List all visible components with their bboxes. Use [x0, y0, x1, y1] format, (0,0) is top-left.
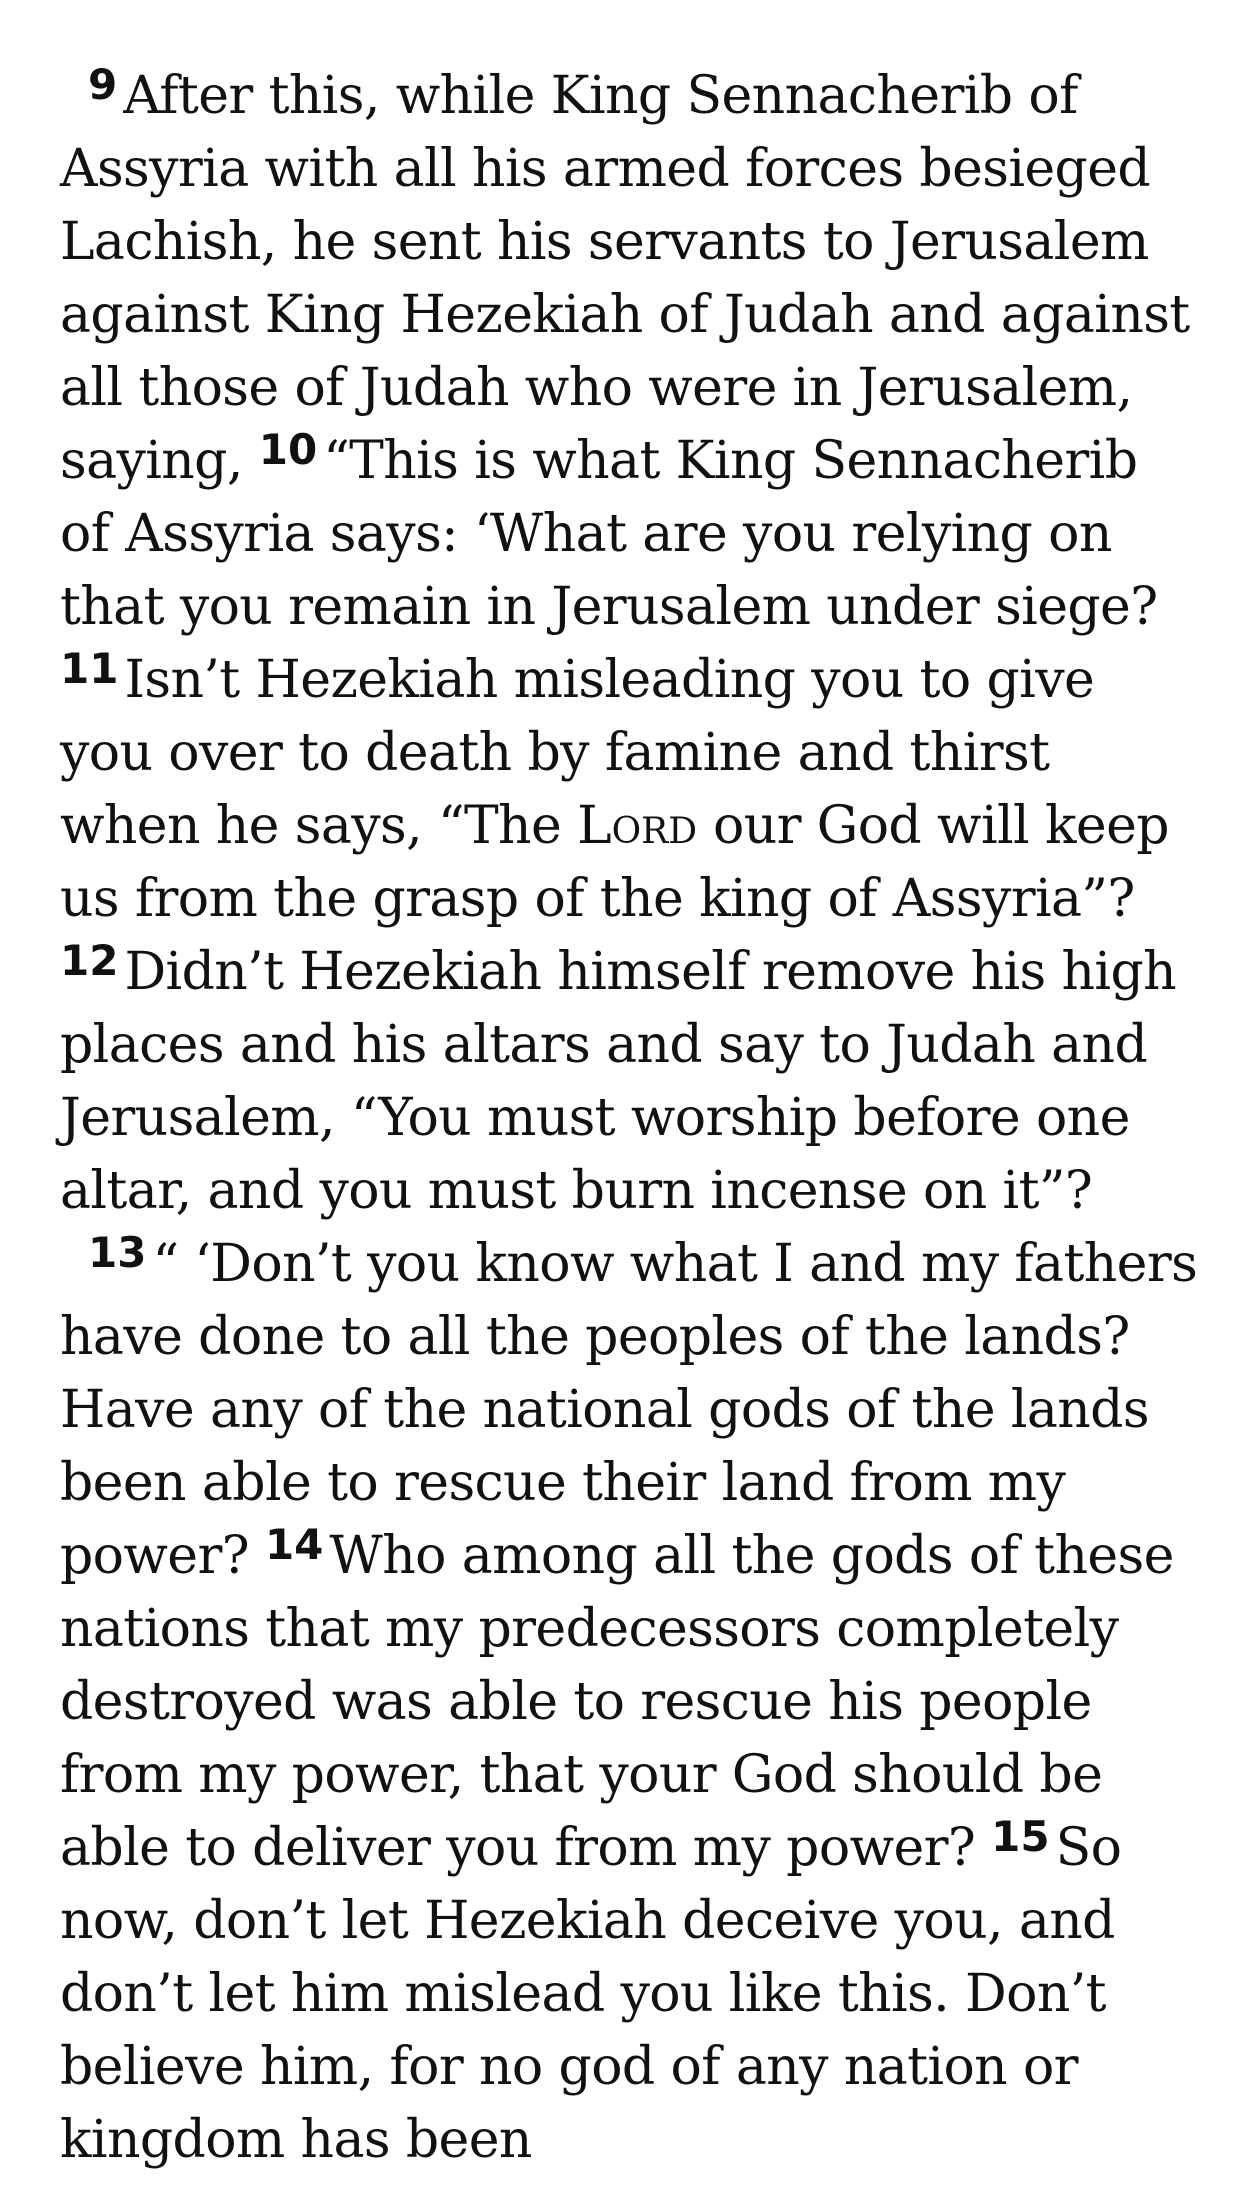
verse-number-9[interactable]: 9 — [88, 60, 118, 109]
verse-number-14[interactable]: 14 — [264, 1520, 324, 1569]
verse-number-10[interactable]: 10 — [258, 425, 318, 474]
paragraph-1 — [60, 60, 1200, 1228]
verse-number-11[interactable]: 11 — [60, 644, 119, 693]
verse-9-text: After this, while King Sennacherib of Assyria with all his armed forces besieged Lachish, he sent his servants to Jerusalem against King Hezekiah of Judah and against all those of Judah who were in Jerusalem, saying, — [60, 66, 1190, 491]
verse-11-text-end: our God will keep us from the grasp of the king of Assyria”? — [60, 796, 1169, 929]
verse-14-text: Who among all the gods of these nations that my predecessors completely destroyed was able to rescue his people from my power, that your God should be able to deliver you from my power? — [60, 1526, 1174, 1878]
verse-number-15[interactable]: 15 — [991, 1812, 1050, 1861]
paragraph-2 — [60, 1228, 1200, 2177]
verse-number-12[interactable]: 12 — [60, 936, 119, 985]
divine-name-lord: Lord — [577, 796, 698, 856]
verse-12-text: Didn’t Hezekiah himself remove his high places and his altars and say to Judah and Jerusalem, “You must worship before one altar, and you must burn incense on it”? — [60, 942, 1177, 1221]
verse-11-text-start: Isn’t Hezekiah misleading you to give you over to death by famine and thirst when he says, “The — [60, 650, 1095, 856]
scripture-text — [60, 60, 1200, 2177]
verse-13-text: “ ‘Don’t you know what I and my fathers have done to all the peoples of the lands? Have any of the national gods of the lands been able to rescue their land from my power? — [60, 1234, 1198, 1586]
verse-number-13[interactable]: 13 — [88, 1228, 147, 1277]
verse-15-text: So now, don’t let Hezekiah deceive you, and don’t let him mislead you like this. Don’t believe him, for no god of any nation or kingdom has been — [60, 1818, 1122, 2170]
verse-10-text: “This is what King Sennacherib of Assyria says: ‘What are you relying on that you remain in Jerusalem under siege? — [60, 431, 1158, 637]
